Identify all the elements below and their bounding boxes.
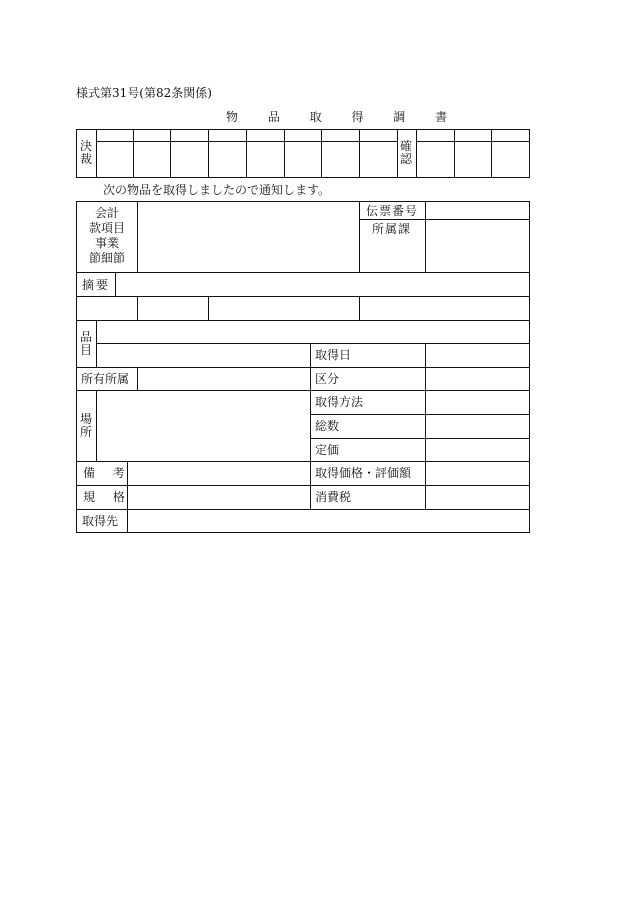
- total-quantity-label: 総数: [315, 419, 340, 433]
- specification-label: 規 格: [83, 490, 125, 504]
- location-label: 場所: [79, 412, 92, 439]
- acquisition-method-label: 取得方法: [315, 395, 364, 409]
- budget-label-line-1: 会計: [94, 206, 119, 220]
- budget-label-line-2: 款項目: [88, 221, 125, 235]
- decision-label: 決裁: [79, 139, 92, 166]
- category-label: 区分: [315, 372, 340, 386]
- confirm-label: 確認: [399, 139, 412, 166]
- acquisition-date-label: 取得日: [315, 348, 352, 362]
- consumption-tax-label: 消費税: [315, 490, 352, 504]
- notice-text: 次の物品を取得しましたので通知します。: [103, 183, 331, 197]
- acquisition-price-label: 取得価格・評価額: [315, 466, 412, 480]
- budget-label-line-4: 節細節: [88, 251, 125, 265]
- department-label: 所属課: [372, 222, 412, 236]
- summary-label: 摘要: [82, 278, 111, 292]
- slip-number-label: 伝票番号: [366, 204, 419, 218]
- budget-label-line-3: 事業: [94, 236, 119, 250]
- supplier-label: 取得先: [82, 514, 119, 528]
- owner-dept-label: 所有所属: [81, 372, 130, 386]
- list-price-label: 定価: [315, 443, 340, 457]
- page-title: 物 品 取 得 調 書: [226, 110, 461, 124]
- remarks-label: 備 考: [83, 466, 125, 480]
- form-number: 様式第31号(第82条関係): [76, 86, 212, 100]
- budget-label: [78, 206, 136, 266]
- item-label: 品目: [79, 330, 92, 357]
